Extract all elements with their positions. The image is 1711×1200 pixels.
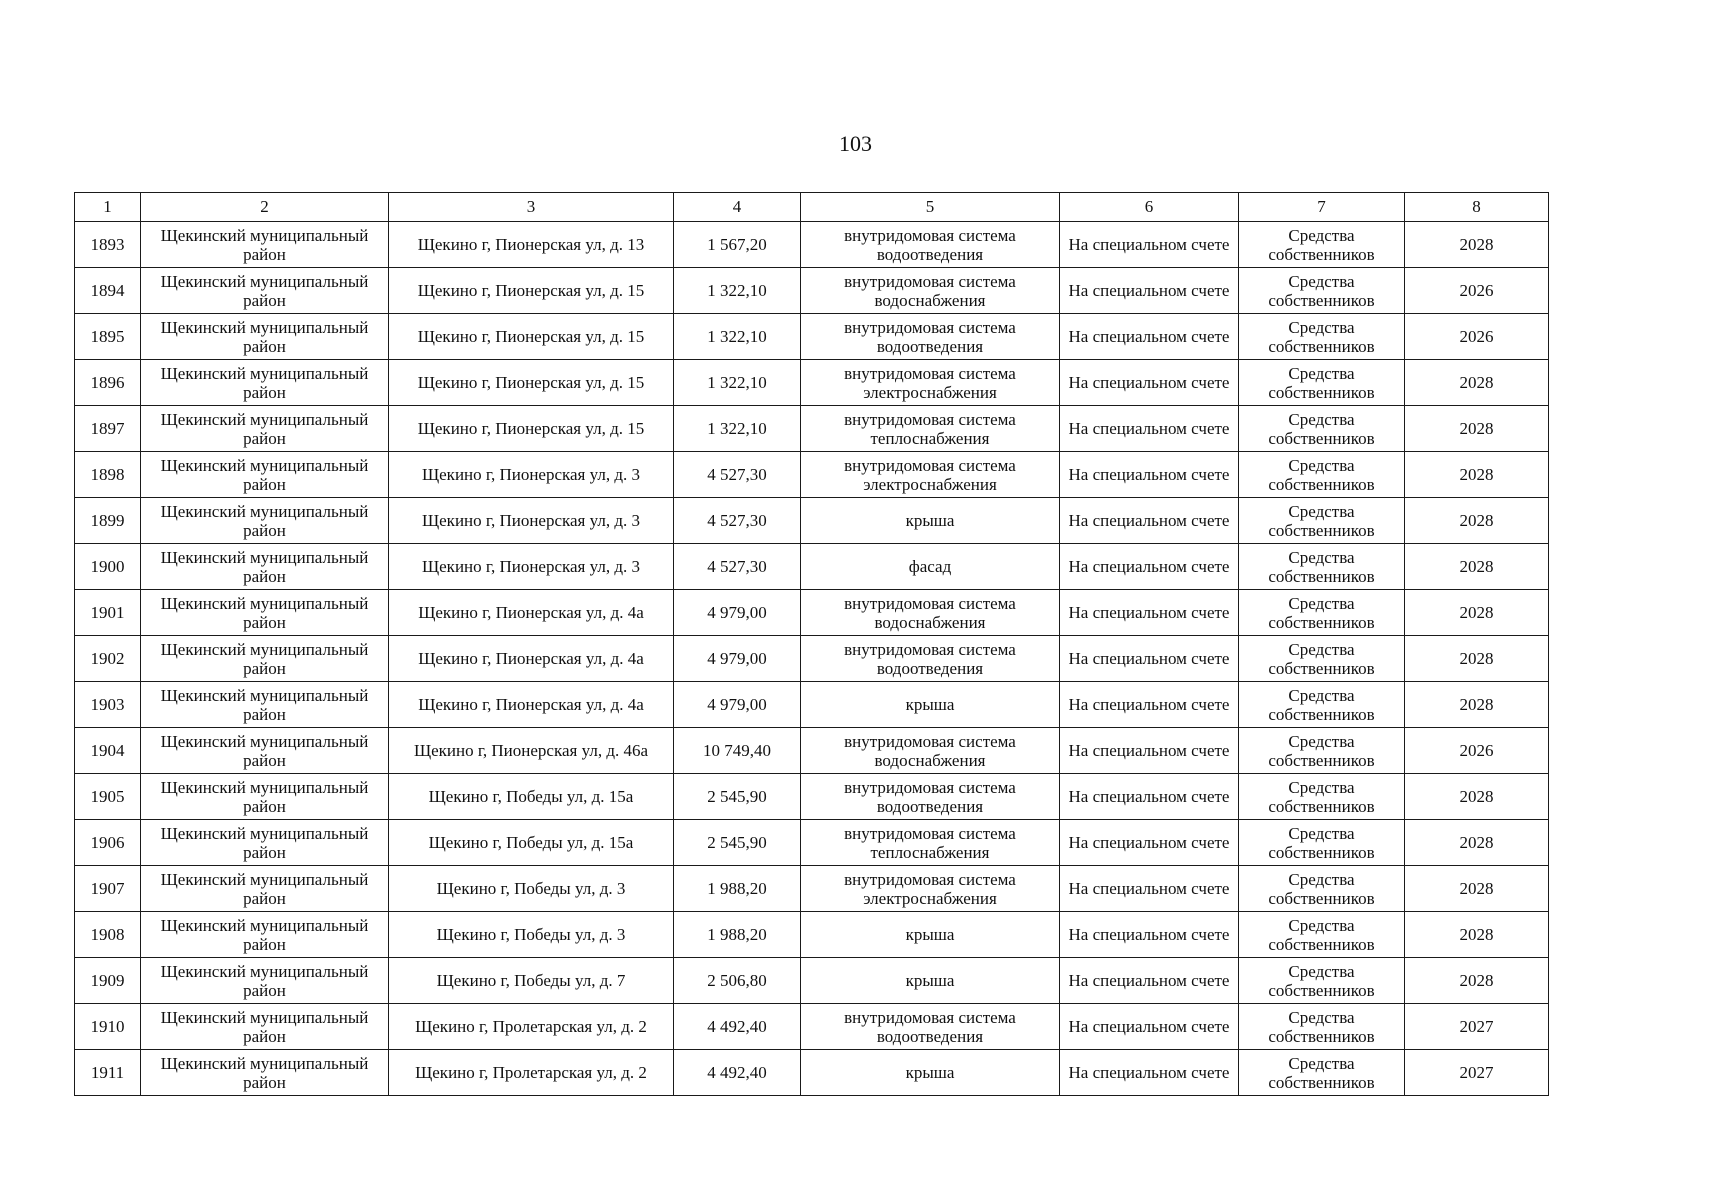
cell-area: 4 527,30 (674, 498, 801, 544)
cell-funding: Средства собственников (1239, 452, 1405, 498)
cell-district: Щекинский муниципальный район (141, 314, 389, 360)
cell-district: Щекинский муниципальный район (141, 590, 389, 636)
cell-account: На специальном счете (1060, 958, 1239, 1004)
cell-element: внутридомовая система водоснабжения (801, 268, 1060, 314)
cell-address: Щекино г, Пионерская ул, д. 3 (389, 498, 674, 544)
cell-address: Щекино г, Пионерская ул, д. 15 (389, 360, 674, 406)
cell-element: внутридомовая система водоснабжения (801, 728, 1060, 774)
cell-district: Щекинский муниципальный район (141, 544, 389, 590)
cell-area: 1 322,10 (674, 360, 801, 406)
cell-year: 2028 (1405, 682, 1549, 728)
table-row (75, 1050, 1549, 1096)
cell-year: 2028 (1405, 222, 1549, 268)
cell-element: фасад (801, 544, 1060, 590)
cell-funding: Средства собственников (1239, 268, 1405, 314)
cell-number: 1911 (75, 1050, 141, 1096)
cell-area: 1 567,20 (674, 222, 801, 268)
column-header-7: 7 (1239, 193, 1405, 222)
cell-address: Щекино г, Пролетарская ул, д. 2 (389, 1004, 674, 1050)
cell-account: На специальном счете (1060, 774, 1239, 820)
cell-number: 1897 (75, 406, 141, 452)
cell-funding: Средства собственников (1239, 912, 1405, 958)
cell-area: 1 322,10 (674, 268, 801, 314)
table-row (75, 636, 1549, 682)
column-header-1: 1 (75, 193, 141, 222)
cell-element: крыша (801, 958, 1060, 1004)
cell-district: Щекинский муниципальный район (141, 268, 389, 314)
cell-account: На специальном счете (1060, 590, 1239, 636)
cell-area: 4 492,40 (674, 1004, 801, 1050)
cell-address: Щекино г, Пионерская ул, д. 15 (389, 406, 674, 452)
cell-district: Щекинский муниципальный район (141, 958, 389, 1004)
cell-district: Щекинский муниципальный район (141, 406, 389, 452)
cell-funding: Средства собственников (1239, 360, 1405, 406)
cell-address: Щекино г, Пионерская ул, д. 13 (389, 222, 674, 268)
cell-number: 1894 (75, 268, 141, 314)
cell-address: Щекино г, Пионерская ул, д. 4а (389, 682, 674, 728)
cell-area: 4 979,00 (674, 590, 801, 636)
cell-area: 4 979,00 (674, 682, 801, 728)
cell-number: 1904 (75, 728, 141, 774)
cell-funding: Средства собственников (1239, 682, 1405, 728)
cell-funding: Средства собственников (1239, 774, 1405, 820)
cell-account: На специальном счете (1060, 912, 1239, 958)
table-row (75, 498, 1549, 544)
cell-account: На специальном счете (1060, 452, 1239, 498)
cell-address: Щекино г, Победы ул, д. 3 (389, 866, 674, 912)
table-body (75, 222, 1549, 1096)
cell-area: 1 322,10 (674, 406, 801, 452)
cell-element: внутридомовая система электроснабжения (801, 866, 1060, 912)
cell-number: 1896 (75, 360, 141, 406)
cell-area: 2 545,90 (674, 820, 801, 866)
cell-address: Щекино г, Пионерская ул, д. 15 (389, 268, 674, 314)
cell-account: На специальном счете (1060, 1050, 1239, 1096)
cell-district: Щекинский муниципальный район (141, 1004, 389, 1050)
cell-district: Щекинский муниципальный район (141, 498, 389, 544)
cell-element: внутридомовая система водоотведения (801, 314, 1060, 360)
cell-address: Щекино г, Пионерская ул, д. 46а (389, 728, 674, 774)
table-row (75, 1004, 1549, 1050)
table-row (75, 820, 1549, 866)
page-number: 103 (839, 131, 872, 156)
cell-account: На специальном счете (1060, 314, 1239, 360)
cell-year: 2027 (1405, 1004, 1549, 1050)
cell-number: 1903 (75, 682, 141, 728)
cell-address: Щекино г, Победы ул, д. 15а (389, 774, 674, 820)
cell-year: 2028 (1405, 452, 1549, 498)
cell-district: Щекинский муниципальный район (141, 774, 389, 820)
table-row (75, 222, 1549, 268)
cell-funding: Средства собственников (1239, 820, 1405, 866)
cell-area: 4 527,30 (674, 452, 801, 498)
cell-year: 2028 (1405, 636, 1549, 682)
cell-funding: Средства собственников (1239, 1050, 1405, 1096)
cell-number: 1909 (75, 958, 141, 1004)
table-row (75, 958, 1549, 1004)
table-row (75, 314, 1549, 360)
cell-year: 2028 (1405, 958, 1549, 1004)
cell-number: 1899 (75, 498, 141, 544)
cell-account: На специальном счете (1060, 406, 1239, 452)
cell-number: 1906 (75, 820, 141, 866)
cell-address: Щекино г, Пролетарская ул, д. 2 (389, 1050, 674, 1096)
cell-year: 2028 (1405, 912, 1549, 958)
capital-repair-table (74, 192, 1549, 1096)
cell-funding: Средства собственников (1239, 636, 1405, 682)
cell-funding: Средства собственников (1239, 728, 1405, 774)
column-header-4: 4 (674, 193, 801, 222)
cell-district: Щекинский муниципальный район (141, 636, 389, 682)
cell-district: Щекинский муниципальный район (141, 682, 389, 728)
cell-district: Щекинский муниципальный район (141, 820, 389, 866)
cell-year: 2026 (1405, 314, 1549, 360)
table-row (75, 728, 1549, 774)
column-header-8: 8 (1405, 193, 1549, 222)
cell-account: На специальном счете (1060, 268, 1239, 314)
cell-funding: Средства собственников (1239, 958, 1405, 1004)
table-row (75, 406, 1549, 452)
cell-account: На специальном счете (1060, 222, 1239, 268)
cell-year: 2028 (1405, 866, 1549, 912)
cell-area: 1 988,20 (674, 866, 801, 912)
cell-district: Щекинский муниципальный район (141, 360, 389, 406)
cell-element: внутридомовая система водоотведения (801, 636, 1060, 682)
table-row (75, 912, 1549, 958)
cell-account: На специальном счете (1060, 682, 1239, 728)
cell-funding: Средства собственников (1239, 314, 1405, 360)
cell-account: На специальном счете (1060, 360, 1239, 406)
cell-address: Щекино г, Пионерская ул, д. 15 (389, 314, 674, 360)
cell-address: Щекино г, Пионерская ул, д. 4а (389, 636, 674, 682)
table-row (75, 774, 1549, 820)
cell-address: Щекино г, Пионерская ул, д. 4а (389, 590, 674, 636)
cell-number: 1893 (75, 222, 141, 268)
cell-element: внутридомовая система водоотведения (801, 1004, 1060, 1050)
cell-year: 2028 (1405, 406, 1549, 452)
cell-year: 2026 (1405, 728, 1549, 774)
table-row (75, 268, 1549, 314)
cell-account: На специальном счете (1060, 1004, 1239, 1050)
cell-element: крыша (801, 498, 1060, 544)
column-header-6: 6 (1060, 193, 1239, 222)
cell-year: 2028 (1405, 360, 1549, 406)
cell-area: 4 492,40 (674, 1050, 801, 1096)
column-header-3: 3 (389, 193, 674, 222)
cell-funding: Средства собственников (1239, 590, 1405, 636)
cell-area: 1 322,10 (674, 314, 801, 360)
cell-funding: Средства собственников (1239, 498, 1405, 544)
column-header-5: 5 (801, 193, 1060, 222)
cell-area: 4 527,30 (674, 544, 801, 590)
cell-district: Щекинский муниципальный район (141, 728, 389, 774)
cell-account: На специальном счете (1060, 636, 1239, 682)
cell-year: 2028 (1405, 774, 1549, 820)
cell-funding: Средства собственников (1239, 406, 1405, 452)
table-header-row (75, 193, 1549, 222)
cell-year: 2028 (1405, 820, 1549, 866)
cell-account: На специальном счете (1060, 728, 1239, 774)
cell-year: 2028 (1405, 498, 1549, 544)
cell-address: Щекино г, Победы ул, д. 7 (389, 958, 674, 1004)
cell-year: 2028 (1405, 590, 1549, 636)
cell-area: 4 979,00 (674, 636, 801, 682)
cell-funding: Средства собственников (1239, 222, 1405, 268)
cell-area: 1 988,20 (674, 912, 801, 958)
cell-number: 1910 (75, 1004, 141, 1050)
cell-number: 1905 (75, 774, 141, 820)
table-row (75, 360, 1549, 406)
cell-funding: Средства собственников (1239, 544, 1405, 590)
cell-area: 2 545,90 (674, 774, 801, 820)
cell-year: 2027 (1405, 1050, 1549, 1096)
cell-element: крыша (801, 1050, 1060, 1096)
cell-area: 10 749,40 (674, 728, 801, 774)
cell-area: 2 506,80 (674, 958, 801, 1004)
cell-number: 1901 (75, 590, 141, 636)
cell-district: Щекинский муниципальный район (141, 912, 389, 958)
cell-account: На специальном счете (1060, 498, 1239, 544)
cell-account: На специальном счете (1060, 866, 1239, 912)
table-row (75, 682, 1549, 728)
cell-district: Щекинский муниципальный район (141, 1050, 389, 1096)
cell-funding: Средства собственников (1239, 1004, 1405, 1050)
cell-year: 2026 (1405, 268, 1549, 314)
table-row (75, 866, 1549, 912)
cell-number: 1907 (75, 866, 141, 912)
cell-address: Щекино г, Победы ул, д. 3 (389, 912, 674, 958)
cell-element: внутридомовая система электроснабжения (801, 360, 1060, 406)
cell-element: крыша (801, 682, 1060, 728)
table-row (75, 452, 1549, 498)
cell-number: 1908 (75, 912, 141, 958)
table-row (75, 544, 1549, 590)
cell-element: внутридомовая система водоотведения (801, 222, 1060, 268)
table-row (75, 590, 1549, 636)
cell-element: крыша (801, 912, 1060, 958)
cell-address: Щекино г, Победы ул, д. 15а (389, 820, 674, 866)
cell-funding: Средства собственников (1239, 866, 1405, 912)
cell-number: 1895 (75, 314, 141, 360)
column-header-2: 2 (141, 193, 389, 222)
cell-account: На специальном счете (1060, 544, 1239, 590)
cell-number: 1898 (75, 452, 141, 498)
cell-element: внутридомовая система водоотведения (801, 774, 1060, 820)
cell-element: внутридомовая система теплоснабжения (801, 820, 1060, 866)
cell-element: внутридомовая система водоснабжения (801, 590, 1060, 636)
cell-element: внутридомовая система электроснабжения (801, 452, 1060, 498)
cell-district: Щекинский муниципальный район (141, 452, 389, 498)
cell-district: Щекинский муниципальный район (141, 866, 389, 912)
cell-number: 1902 (75, 636, 141, 682)
cell-element: внутридомовая система теплоснабжения (801, 406, 1060, 452)
cell-number: 1900 (75, 544, 141, 590)
cell-address: Щекино г, Пионерская ул, д. 3 (389, 544, 674, 590)
cell-address: Щекино г, Пионерская ул, д. 3 (389, 452, 674, 498)
cell-district: Щекинский муниципальный район (141, 222, 389, 268)
cell-account: На специальном счете (1060, 820, 1239, 866)
cell-year: 2028 (1405, 544, 1549, 590)
